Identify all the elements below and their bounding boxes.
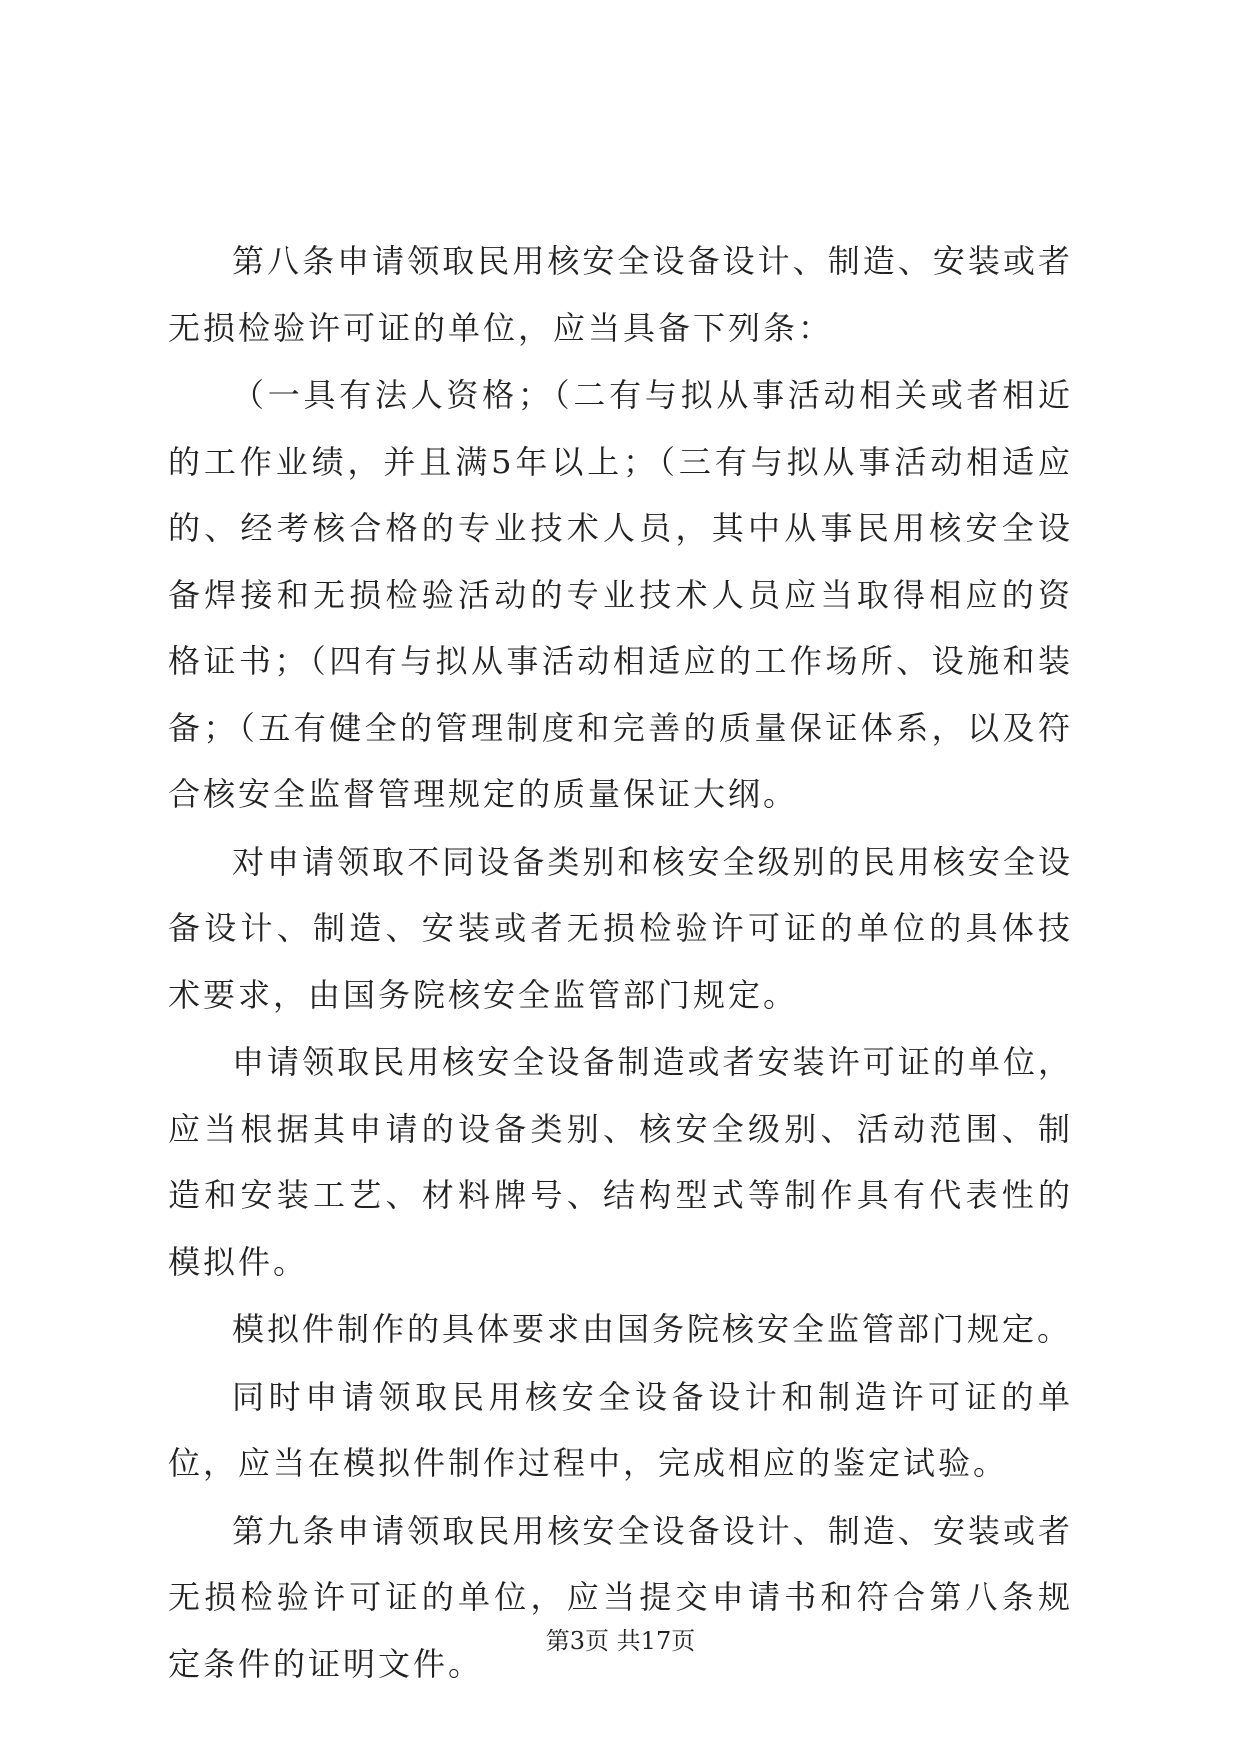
paragraph-article-8: 第八条申请领取民用核安全设备设计、制造、安装或者无损检验许可证的单位，应当具备下列条： xyxy=(168,242,1073,347)
paragraph-simulated-parts: 申请领取民用核安全设备制造或者安装许可证的单位，应当根据其申请的设备类别、核安全级别、活动范围、制造和安装工艺、材料牌号、结构型式等制作具有代表性的模拟件。 xyxy=(168,1043,1073,1281)
paragraph-technical-requirements: 对申请领取不同设备类别和核安全级别的民用核安全设备设计、制造、安装或者无损检验许可证的单位的具体技术要求，由国务院核安全监管部门规定。 xyxy=(168,842,1073,1014)
paragraph-article-9: 第九条申请领取民用核安全设备设计、制造、安装或者无损检验许可证的单位，应当提交申请书和符合第八条规定条件的证明文件。 xyxy=(168,1511,1073,1683)
paragraph-simulated-parts-requirements: 模拟件制作的具体要求由国务院核安全监管部门规定。 xyxy=(232,1310,1073,1348)
document-body xyxy=(168,228,1073,1698)
paragraph-qualification-test: 同时申请领取民用核安全设备设计和制造许可证的单位，应当在模拟件制作过程中，完成相应的鉴定试验。 xyxy=(168,1377,1073,1482)
paragraph-conditions: （一具有法人资格；（二有与拟从事活动相关或者相近的工作业绩，并且满5年以上；（三有与拟从事活动相适应的、经考核合格的专业技术人员，其中从事民用核安全设备焊接和无损检验活动的专业技术人员应当取得相应的资格证书；（四有与拟从事活动相适应的工作场所、设施和装备；（五有健全的管理制度和完善的质量保证体系，以及符合核安全监督管理规定的质量保证大纲。 xyxy=(168,376,1073,813)
page-number-footer: 第3页 共17页 xyxy=(545,1627,696,1655)
